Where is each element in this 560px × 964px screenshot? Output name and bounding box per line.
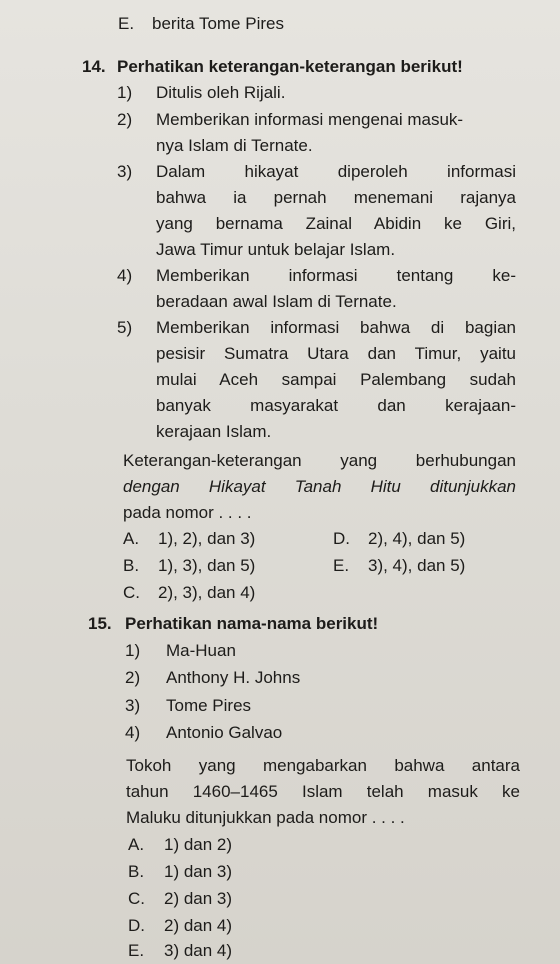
q15-option-b-text: 1) dan 3)	[164, 862, 233, 881]
q14-option-e-text: 3), 4), dan 5)	[368, 556, 466, 575]
q15-item-1-text: Ma-Huan	[166, 641, 236, 660]
q15-item-2-num: 2)	[125, 668, 141, 687]
q14-option-e-letter: E.	[333, 556, 350, 575]
q15-item-4-text: Antonio Galvao	[166, 723, 283, 742]
q15-option-b-letter: B.	[128, 862, 145, 881]
q14-item-5-num: 5)	[117, 318, 133, 337]
q14-option-c-letter: C.	[123, 583, 140, 602]
q15-option-e-text: 3) dan 4)	[164, 941, 233, 960]
q14-item-5-line-5: kerajaan Islam.	[156, 422, 272, 441]
q14-item-3-num: 3)	[117, 162, 133, 181]
q14-stem-line-2: dengan Hikayat Tanah Hitu ditunjukkan	[123, 477, 516, 496]
q15-stem-line-3: Maluku ditunjukkan pada nomor . . . .	[126, 808, 405, 827]
q14-item-3-line-4: Jawa Timur untuk belajar Islam.	[156, 240, 396, 259]
q14-item-2-num: 2)	[117, 110, 133, 129]
q14-question: Perhatikan keterangan-keterangan berikut!	[117, 57, 463, 76]
q15-option-c-letter: C.	[128, 889, 145, 908]
q15-item-3-text: Tome Pires	[166, 696, 252, 715]
q15-item-2-text: Anthony H. Johns	[166, 668, 301, 687]
q14-item-3-line-1: Dalam hikayat diperoleh informasi	[156, 162, 516, 181]
q15-item-4-num: 4)	[125, 723, 141, 742]
q14-option-d-letter: D.	[333, 529, 350, 548]
q14-item-5-line-1: Memberikan informasi bahwa di bagian	[156, 318, 516, 337]
q14-item-4-num: 4)	[117, 266, 133, 285]
q14-option-a-letter: A.	[123, 529, 140, 548]
q13-option-e-text: berita Tome Pires	[152, 14, 284, 33]
q14-option-b-letter: B.	[123, 556, 140, 575]
q15-question: Perhatikan nama-nama berikut!	[125, 614, 379, 633]
q14-item-5-line-4: banyak masyarakat dan kerajaan-	[156, 396, 516, 415]
q14-item-1-num: 1)	[117, 83, 133, 102]
q14-item-4-line-1: Memberikan informasi tentang ke-	[156, 266, 516, 285]
q15-number: 15.	[88, 614, 112, 633]
q14-item-3-line-3: yang bernama Zainal Abidin ke Giri,	[156, 214, 516, 233]
q15-option-a-letter: A.	[128, 835, 145, 854]
q14-item-1-line-1: Ditulis oleh Rijali.	[156, 83, 286, 102]
q15-option-d-text: 2) dan 4)	[164, 916, 233, 935]
q14-number: 14.	[82, 57, 106, 76]
q14-option-b-text: 1), 3), dan 5)	[158, 556, 256, 575]
q14-item-4-line-2: beradaan awal Islam di Ternate.	[156, 292, 397, 311]
q15-stem-line-2: tahun 1460–1465 Islam telah masuk ke	[126, 782, 520, 801]
q14-stem-line-3: pada nomor . . . .	[123, 503, 252, 522]
q15-option-d-letter: D.	[128, 916, 145, 935]
q15-item-3-num: 3)	[125, 696, 141, 715]
q14-item-5-line-2: pesisir Sumatra Utara dan Timur, yaitu	[156, 344, 516, 363]
q14-stem-line-1: Keterangan-keterangan yang berhubungan	[123, 451, 516, 470]
q14-item-2-line-1: Memberikan informasi mengenai masuk-	[156, 110, 464, 129]
q14-item-2-line-2: nya Islam di Ternate.	[156, 136, 313, 155]
q15-option-e-letter: E.	[128, 941, 145, 960]
q14-option-a-text: 1), 2), dan 3)	[158, 529, 256, 548]
q14-item-3-line-2: bahwa ia pernah menemani rajanya	[156, 188, 516, 207]
q13-option-e-letter: E.	[118, 14, 135, 33]
q14-item-5-line-3: mulai Aceh sampai Palembang sudah	[156, 370, 516, 389]
q15-option-c-text: 2) dan 3)	[164, 889, 233, 908]
q15-option-a-text: 1) dan 2)	[164, 835, 233, 854]
q14-option-d-text: 2), 4), dan 5)	[368, 529, 466, 548]
q14-option-c-text: 2), 3), dan 4)	[158, 583, 256, 602]
q15-item-1-num: 1)	[125, 641, 141, 660]
q15-stem-line-1: Tokoh yang mengabarkan bahwa antara	[126, 756, 520, 775]
